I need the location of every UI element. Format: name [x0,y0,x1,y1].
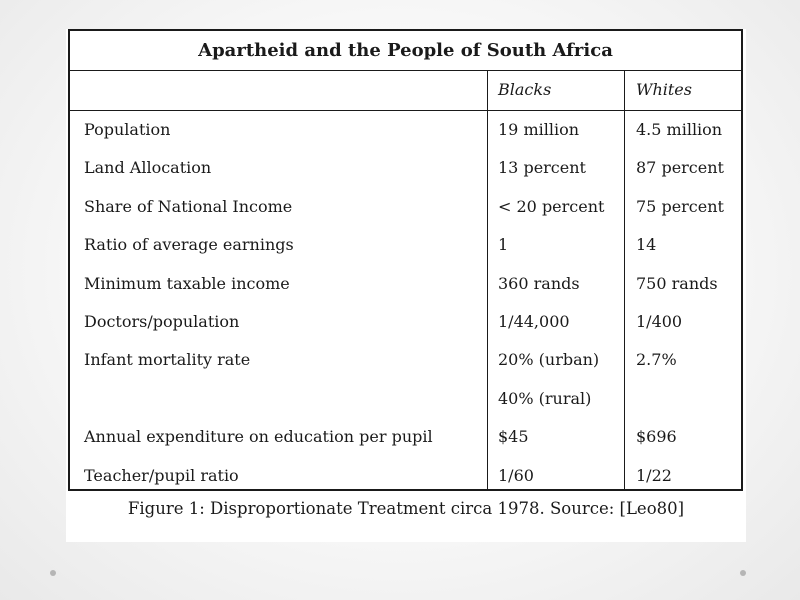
table-row [70,226,741,264]
table-body [70,111,741,495]
whites-value: 75 percent [636,196,724,216]
blacks-value: 13 percent [498,158,586,178]
column-header-whites: Whites [636,80,692,99]
row-label: Infant mortality rate [84,350,251,370]
table-title: Apartheid and the People of South Africa [70,31,741,71]
whites-value: 14 [636,235,657,255]
slide-bullet-dot [740,570,746,576]
blacks-value: 19 million [498,120,580,139]
figure-caption: Figure 1: Disproportionate Treatment circa 1978. Source: [Leo80] [127,499,685,518]
row-label: Share of National Income [84,196,293,216]
blacks-value: 20% (urban) [498,350,600,370]
row-label: Ratio of average earnings [84,235,294,255]
blacks-value: 360 rands [498,273,580,293]
whites-value: 87 percent [636,158,724,178]
table-row [70,149,741,187]
table-row [70,188,741,226]
row-label: Population [84,120,171,139]
whites-value: 4.5 million [636,120,723,139]
blacks-value: 1/44,000 [498,311,570,331]
row-label: Teacher/pupil ratio [84,465,239,485]
blacks-value: 1 [498,235,509,255]
row-label: Doctors/population [84,311,240,331]
table-row [70,457,741,495]
whites-value: 1/400 [636,311,683,331]
table-row [70,418,741,456]
table-row [70,265,741,303]
table-row [70,341,741,379]
data-table [68,29,743,491]
whites-value: $696 [636,427,677,447]
table-header-row [70,71,741,111]
whites-value: 750 rands [636,273,718,293]
blacks-value: < 20 percent [498,196,605,216]
whites-value: 2.7% [636,350,677,370]
whites-value: 1/22 [636,465,672,485]
blacks-value: 1/60 [498,465,534,485]
blacks-value: 40% (rural) [498,388,592,408]
table-row [70,303,741,341]
table-row [70,111,741,149]
slide-bullet-dot [50,570,56,576]
row-label: Land Allocation [84,158,212,178]
blacks-value: $45 [498,427,529,447]
table-row [70,380,741,418]
figure [66,29,746,542]
row-label: Minimum taxable income [84,273,290,293]
column-header-blacks: Blacks [498,80,552,99]
row-label: Annual expenditure on education per pupil [84,427,433,447]
